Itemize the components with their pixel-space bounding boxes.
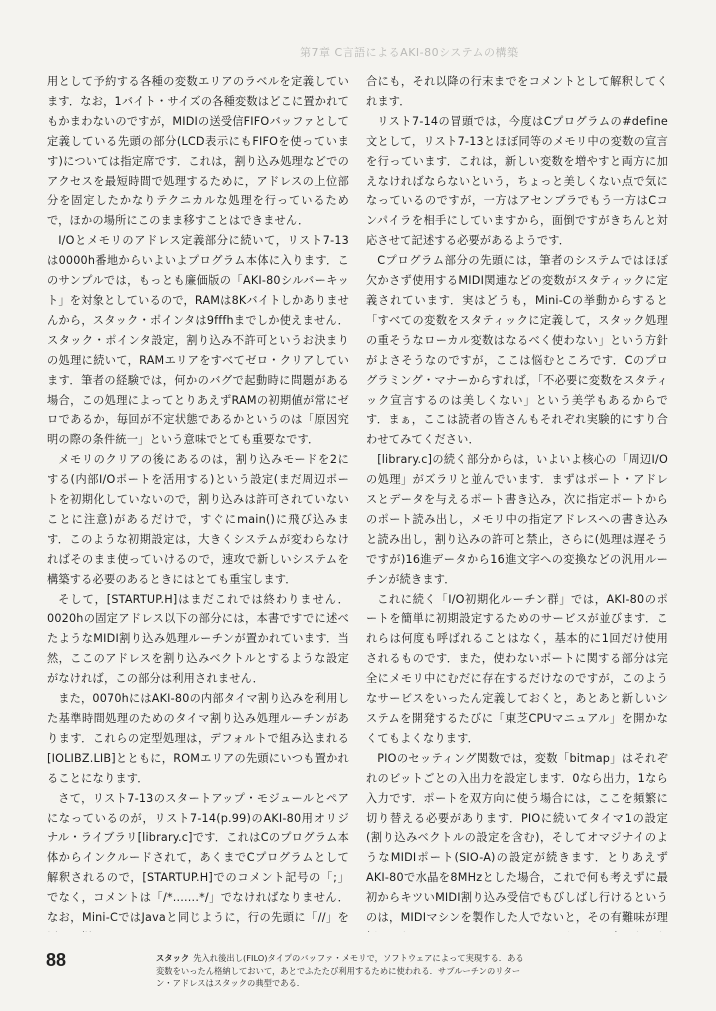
- glossary-note: [156, 952, 526, 990]
- paragraph: これに続く「I/O初期化ルーチン群」では，AKI-80のポートを簡単に初期設定するためのサービスが並びます．これらは何度も呼ばれることはなく，基本的に1回だけ使用されるものです．また，使わないポートに関する部分は完全にメモリ中にむだに存在するだけなのですが，このようなサービスをいったん定義しておくと，あとあと新しいシステムを開発するたびに「東芝CPUマニュアル」を開かなくてもよくなります．: [366, 592, 668, 745]
- paragraph: PIOのセッティング関数では，変数「bitmap」はそれぞれのビットごとの入出力を設定します．0なら出力，1なら入力です．ポートを双方向に使う場合には，ここを頻繁に切り替える必要があります．PIOに続いてタイマ1の設定(割り込みベクトルの設定を含む)，そしてオマジナイのようなMIDIポート(SIO-A)の設定が続きます．とりあえずAKI-80で水晶を8MHzとした場合，これで何も考えずに最初からキツいMIDI割り込み受信でもびしばし行けるというのは，MIDIマシンを製作した人でないと，その有難味が理: [366, 751, 668, 925]
- paragraph: リスト7-14の冒頭では，今度はCプログラムの#define文として，リスト7-13とほぼ同等のメモリ中の変数の宣言を行っています．これは，新しい変数を増やすと両方に加えなければならないという，ちょっと美しくない点で気になっているのですが，一方はアセンブラでもう一方はCコンパイラを相手にしていますから，面倒ですがきちんと対応させて記述する必要があるようです．: [366, 114, 668, 248]
- page-number: 88: [46, 950, 67, 970]
- paragraph: メモリのクリアの後にあるのは，割り込みモードを2にする(内部I/Oポートを活用する)という設定(まだ周辺ポートを初期化していないので，割り込みは許可されていないことに注意)があるだけで，すぐにmain()に飛び込みます．このような初期設定は，大きくシステムが変わらなければそのまま使っていけるので，速攻で新しいシステムを構築する必要のあるときにはとても重宝します．: [47, 453, 349, 586]
- paragraph: さて，リスト7-13のスタートアップ・モジュールとペアになっているのが，リスト7-14(p.99)のAKI-80用オリジナル・ライブラリ[library.c]です．これはCのプログラム本体からインクルードされて，あくまでCプログラムとして解釈されるので，[STARTUP.H]でのコメント記号の「;」でなく，コメントは「/*.......*/」でなければなりません．なお，Mini-CではJavaと同じように，行の先頭に「//」を: [47, 791, 349, 925]
- paragraph: そして，[STARTUP.H]はまだこれでは終わりません．0020hの固定アドレス以下の部分には，本書ですでに述べたようなMIDI割り込み処理ルーチンが置かれています．当然，ここのアドレスを割り込みベクトルとするような設定がなければ，この部分は利用されません．: [47, 592, 349, 686]
- paragraph: また，0070hにはAKI-80の内部タイマ割り込みを利用した基準時間処理のためのタイマ割り込み処理ルーチンがあります．これらの定型処理は，デフォルトで組み込まれる[IOLIBZ.LIB]とともに，ROMエリアの先頭にいつも置かれることになります．: [47, 692, 349, 785]
- paragraph: Cプログラム部分の先頭には，筆者のシステムではほぼ欠かさず使用するMIDI関連などの変数がスタティックに定義されています．実はどうも，Mini-Cの挙動からすると「すべての変数をスタティックに定義して，スタック処理の重そうなローカル変数はなるべく使わない」という方針がよさそうなのですが，ここは悩むところです．Cのプログラミング・マナーからすれば，「不必要に変数をスタティック宣言するのは美しくない」という美学もあるからです．まぁ，ここは読者の皆さんもそれぞれ実験的にすり合わせてみてください．: [366, 254, 668, 447]
- paragraph: I/Oとメモリのアドレス定義部分に続いて，リスト7-13は0000h番地からいよいよプログラム本体に入ります．このサンプルでは，もっとも廉価版の「AKI-80シルバーキット」を対象としているので，RAMは8Kバイトしかありませんから，スタック・ポインタは9fffhまでしか使えません．スタック・ポインタ設定，割り込み不許可というお決まりの処理に続いて，RAMエリアをすべてゼロ・クリアしています．筆者の経験では，何かのバグで起動時に問題がある場合，この処理によってとりあえずRAMの初期値が常にゼロであるか，毎回が不定状態であるかというのは「原因究明の際の条件統一」という意味でとても重要なです．: [47, 234, 349, 447]
- running-header: 第7章 C言語によるAKI-80システムの構築: [300, 46, 519, 59]
- paragraph: 合にも，それ以降の行末までをコメントとして解釈してくれます．: [366, 75, 668, 108]
- paragraph: [library.c]の続く部分からは，いよいよ核心の「周辺I/Oの処理」がズラリと並んでいます．まずはポート・アドレスとデータを与えるポート書き込み，次に指定ポートからのポート読み出し，メモリ中の指定アドレスへの書き込みと読み出し，割り込みの許可と禁止，さらに(処理は遅そうですが)16進データから16進文字への変換などの汎用ルーチンが続きます．: [366, 453, 668, 586]
- right-column: [366, 72, 668, 932]
- glossary-term: スタック: [156, 953, 190, 963]
- left-column: [47, 72, 349, 932]
- paragraph: 用として予約する各種の変数エリアのラベルを定義しています．なお，1バイト・サイズの各種変数はどこに置かれてもかまわないのですが，MIDIの送受信FIFOバッファとして定義している先頭の部分(LCD表示にもFIFOを使っています)については指定席です．これは，割り込み処理などでのアクセスを最短時間で処理するために，アドレスの上位部分を固定したかなりテクニカルな処理を行っているためで，ほかの場所にこのまま移すことはできません．: [47, 75, 349, 228]
- glossary-text: 先入れ後出し(FILO)タイプのバッファ・メモリで，ソフトウェアによって実現する．ある変数をいったん格納しておいて，あとでふたたび利用するために使われる．サブルーチンのリターン・アドレスはスタックの典型である．: [156, 953, 524, 988]
